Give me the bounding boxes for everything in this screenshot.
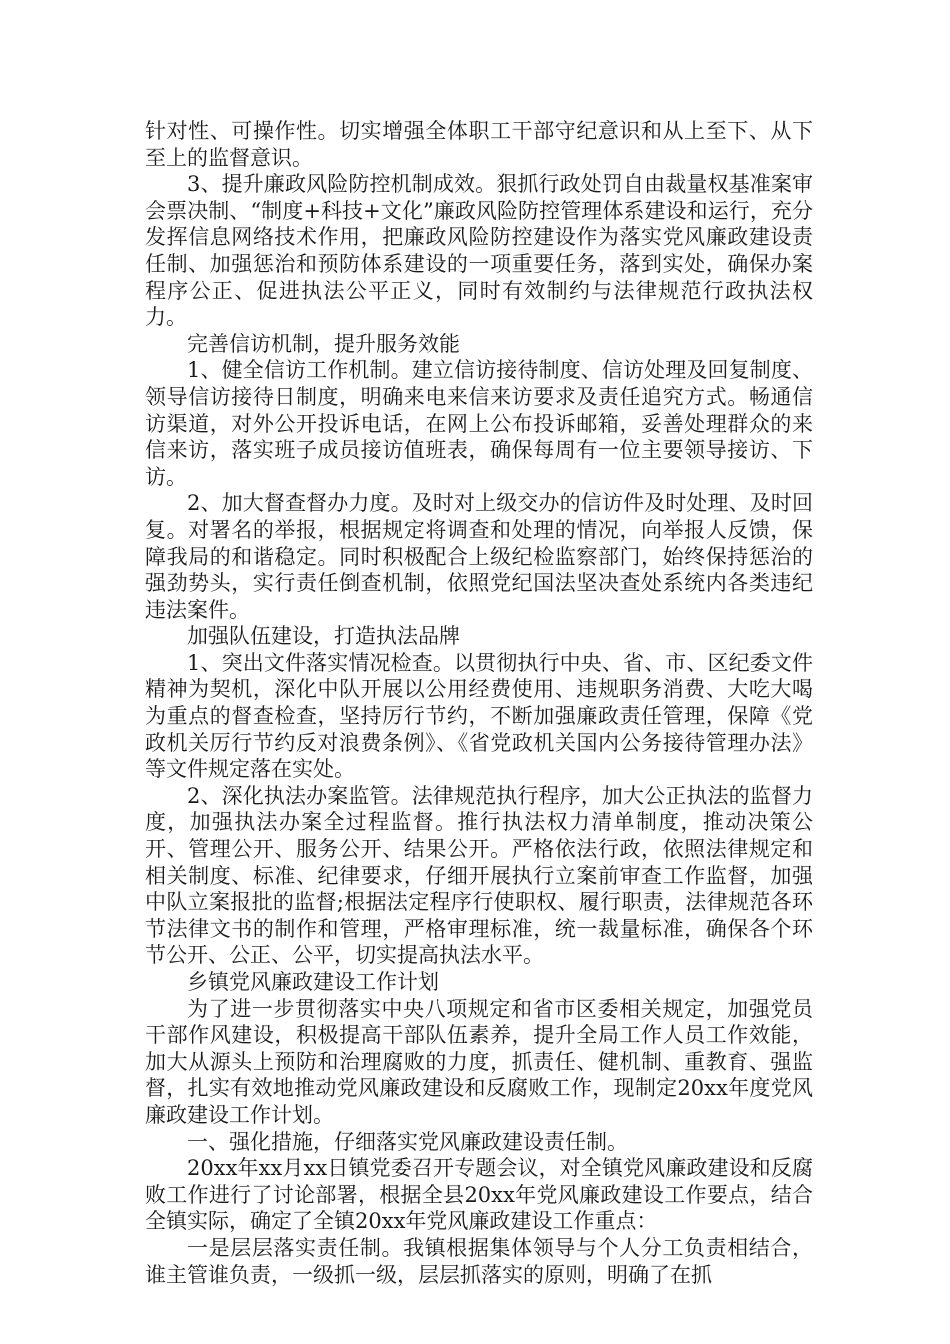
document-subtitle: 乡镇党风廉政建设工作计划 (187, 970, 439, 994)
section-heading-petition: 完善信访机制，提升服务效能 (187, 331, 460, 356)
document-body (145, 118, 813, 1288)
paragraph-meeting: 20xx年xx月xx日镇党委召开专题会议，对全镇党风廉政建设和反腐败工作进行了讨论部署，根据全县20xx年党风廉政建设工作要点，结合全镇实际，确定了全镇20xx年党风廉政建设工作重点： (145, 1156, 813, 1234)
section-heading-measures: 一、强化措施，仔细落实党风廉政建设责任制。 (187, 1129, 628, 1154)
paragraph-enforcement: 2、深化执法办案监管。法律规范执行程序，加大公正执法的监督力度，加强执法办案全过程监督。推行执法权力清单制度，推动决策公开、管理公开、服务公开、结果公开。严格依法行政，依照法律规定和相关制度、标准、纪律要求，仔细开展执行立案前审查工作监督，加强中队立案报批的监督;根据法定程序行使职权、履行职责，法律规范各环节法律文书的制作和管理，严格审理标准，统一裁量标准，确保各个环节公开、公正、公平，切实提高执法水平。 (145, 783, 813, 968)
paragraph-responsibility: 一是层层落实责任制。我镇根据集体领导与个人分工负责相结合，谁主管谁负责，一级抓一级，层层抓落实的原则，明确了在抓 (145, 1235, 813, 1287)
paragraph-petition-mechanism: 1、健全信访工作机制。建立信访接待制度、信访处理及回复制度、领导信访接待日制度，明确来电来信来访要求及责任追究方式。畅通信访渠道，对外公开投诉电话，在网上公布投诉邮箱，妥善处理群众的来信来访，落实班子成员接访值班表，确保每周有一位主要领导接访、下访。 (145, 358, 813, 489)
paragraph-intro: 为了进一步贯彻落实中央八项规定和省市区委相关规定，加强党员干部作风建设，积极提高干部队伍素养，提升全局工作人员工作效能，加大从源头上预防和治理腐败的力度，抓责任、健机制、重教育、强监督，扎实有效地推动党风廉政建设和反腐败工作，现制定20xx年度党风廉政建设工作计划。 (145, 996, 813, 1127)
paragraph-continuation: 针对性、可操作性。切实增强全体职工干部守纪意识和从上至下、从下至上的监督意识。 (145, 119, 813, 170)
paragraph-document-check: 1、突出文件落实情况检查。以贯彻执行中央、省、市、区纪委文件精神为契机，深化中队开展以公用经费使用、违规职务消费、大吃大喝为重点的督查检查，坚持厉行节约，不断加强廉政责任管理，保障《党政机关厉行节约反对浪费条例》、《省党政机关国内公务接待管理办法》等文件规定落在实处。 (145, 650, 813, 782)
paragraph-risk-control: 3、提升廉政风险防控机制成效。狠抓行政处罚自由裁量权基准案审会票决制、“制度+科技+文化”廉政风险防控管理体系建设和运行，充分发挥信息网络技术作用，把廉政风险防控建设作为落实党风廉政建设责任制、加强惩治和预防体系建设的一项重要任务，落到实处，确保办案程序公正、促进执法公平正义，同时有效制约与法律规范行政执法权力。 (145, 172, 813, 330)
section-heading-team: 加强队伍建设，打造执法品牌 (187, 624, 460, 649)
paragraph-supervision: 2、加大督查督办力度。及时对上级交办的信访件及时处理、及时回复。对署名的举报，根据规定将调查和处理的情况，向举报人反馈，保障我局的和谐稳定。同时积极配合上级纪检监察部门，始终保持惩治的强劲势头，实行责任倒查机制，依照党纪国法坚决查处系统内各类违纪违法案件。 (145, 491, 813, 622)
